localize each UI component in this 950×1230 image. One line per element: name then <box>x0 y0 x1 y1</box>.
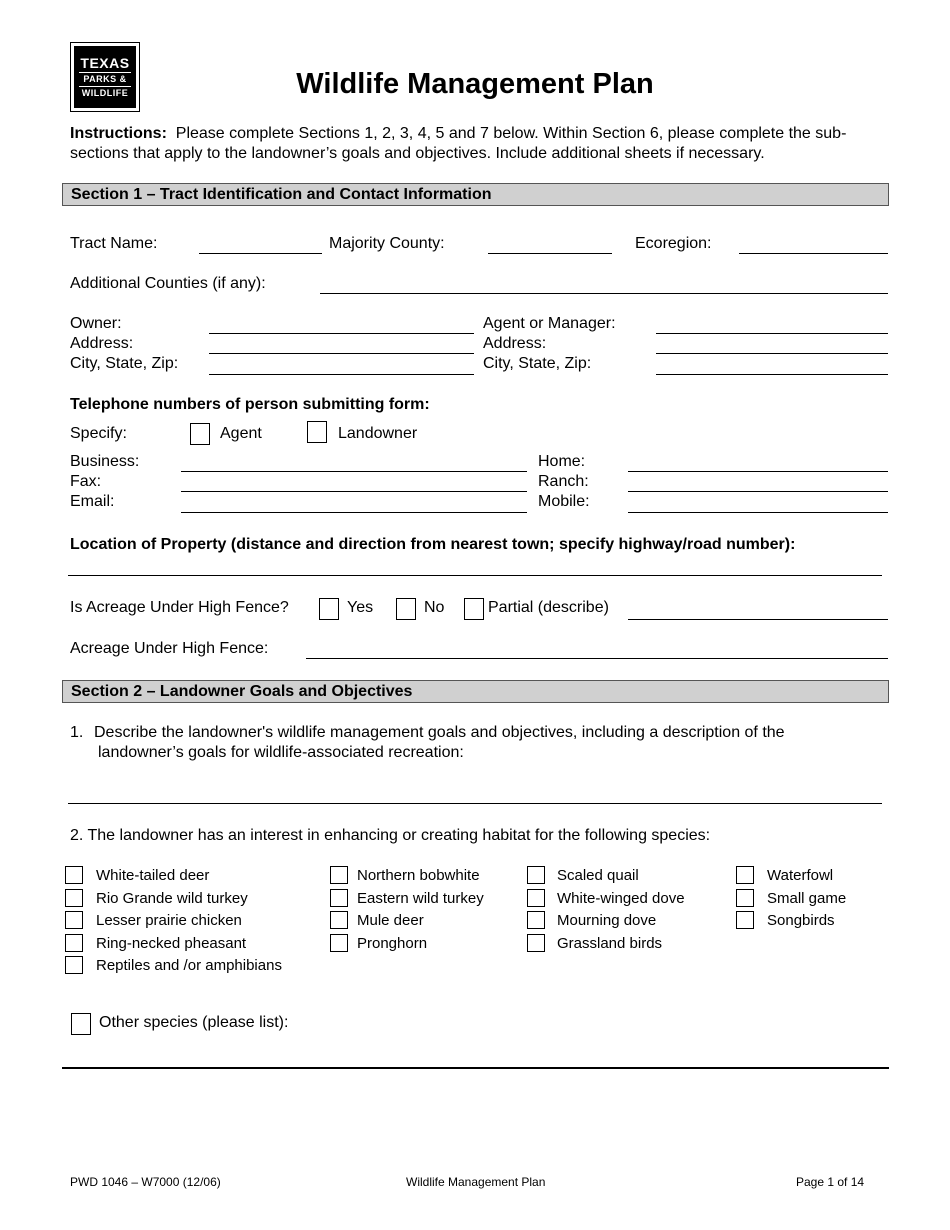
tract-name-label: Tract Name: <box>70 235 158 252</box>
mobile-label: Mobile: <box>538 493 590 510</box>
agent-address-label: Address: <box>483 335 547 352</box>
species-checkbox[interactable] <box>65 889 83 907</box>
owner-address-field[interactable] <box>209 353 474 354</box>
home-phone-field[interactable] <box>628 471 888 472</box>
agent-checkbox-label: Agent <box>220 425 262 442</box>
footer-page-number: Page 1 of 14 <box>796 1175 865 1189</box>
acreage-high-fence-label: Acreage Under High Fence: <box>70 640 269 657</box>
species-label: Songbirds <box>767 912 835 929</box>
species-checkbox[interactable] <box>65 934 83 952</box>
agent-manager-label: Agent or Manager: <box>483 315 616 332</box>
species-label: Eastern wild turkey <box>357 890 484 907</box>
species-checkbox[interactable] <box>65 911 83 929</box>
business-phone-field[interactable] <box>181 471 527 472</box>
owner-city-label: City, State, Zip: <box>70 355 179 372</box>
question-2-text: 2. The landowner has an interest in enhancing or creating habitat for the following species: <box>70 827 711 844</box>
email-field[interactable] <box>181 512 527 513</box>
additional-counties-label: Additional Counties (if any): <box>70 275 266 292</box>
high-fence-partial-label: Partial (describe) <box>488 599 609 616</box>
species-checkbox[interactable] <box>65 866 83 884</box>
instructions <box>70 124 885 164</box>
mobile-phone-field[interactable] <box>628 512 888 513</box>
location-field[interactable] <box>68 575 882 576</box>
species-label: White-tailed deer <box>96 867 210 884</box>
species-checkbox[interactable] <box>736 911 754 929</box>
location-heading: Location of Property (distance and direction from nearest town; specify highway/road number): <box>70 536 796 553</box>
ranch-label: Ranch: <box>538 473 589 490</box>
majority-county-label: Majority County: <box>329 235 445 252</box>
agent-city-field[interactable] <box>656 374 888 375</box>
species-label: Mourning dove <box>557 912 657 929</box>
majority-county-field[interactable] <box>488 253 612 254</box>
other-species-field[interactable] <box>62 1067 889 1069</box>
species-label: Small game <box>767 890 847 907</box>
species-label: Northern bobwhite <box>357 867 480 884</box>
question-1-field[interactable] <box>68 803 882 804</box>
species-checkbox[interactable] <box>330 866 348 884</box>
agent-city-label: City, State, Zip: <box>483 355 592 372</box>
species-checkbox[interactable] <box>527 911 545 929</box>
species-checkbox[interactable] <box>736 889 754 907</box>
species-label: Ring-necked pheasant <box>96 935 247 952</box>
logo-line-1: TEXAS <box>80 55 130 71</box>
agent-address-field[interactable] <box>656 353 888 354</box>
logo-line-2: PARKS & <box>83 74 127 84</box>
additional-counties-field[interactable] <box>320 293 888 294</box>
question-1-line-1: Describe the landowner's wildlife management goals and objectives, including a description of the <box>94 724 785 741</box>
high-fence-yes-checkbox[interactable] <box>319 598 339 620</box>
ranch-phone-field[interactable] <box>628 491 888 492</box>
tract-name-field[interactable] <box>199 253 322 254</box>
species-label: Mule deer <box>357 912 424 929</box>
home-label: Home: <box>538 453 586 470</box>
section-2-header: Section 2 – Landowner Goals and Objectives <box>62 680 889 703</box>
species-label: White-winged dove <box>557 890 685 907</box>
landowner-checkbox[interactable] <box>307 421 327 443</box>
ecoregion-label: Ecoregion: <box>635 235 712 252</box>
owner-address-label: Address: <box>70 335 134 352</box>
species-checkbox[interactable] <box>736 866 754 884</box>
fax-label: Fax: <box>70 473 102 490</box>
section-1-header: Section 1 – Tract Identification and Contact Information <box>62 183 889 206</box>
ecoregion-field[interactable] <box>739 253 888 254</box>
page-title: Wildlife Management Plan <box>296 68 654 100</box>
fax-field[interactable] <box>181 491 527 492</box>
instructions-text: Please complete Sections 1, 2, 3, 4, 5 and 7 below. Within Section 6, please complete the sub-sections that apply to the landowner’s goals and objectives. Include additional sheets if necessary. <box>70 125 847 162</box>
other-species-label: Other species (please list): <box>99 1014 289 1031</box>
species-label: Scaled quail <box>557 867 639 884</box>
business-label: Business: <box>70 453 140 470</box>
species-checkbox[interactable] <box>527 889 545 907</box>
instructions-label: Instructions: <box>70 125 167 142</box>
email-label: Email: <box>70 493 115 510</box>
species-checkbox[interactable] <box>330 934 348 952</box>
acreage-high-fence-field[interactable] <box>306 658 888 659</box>
high-fence-partial-field[interactable] <box>628 619 888 620</box>
high-fence-partial-checkbox[interactable] <box>464 598 484 620</box>
other-species-checkbox[interactable] <box>71 1013 91 1035</box>
question-1-line-2: landowner’s goals for wildlife-associated recreation: <box>98 744 464 761</box>
agent-manager-field[interactable] <box>656 333 888 334</box>
high-fence-question: Is Acreage Under High Fence? <box>70 599 289 616</box>
landowner-checkbox-label: Landowner <box>338 425 418 442</box>
footer-form-id: PWD 1046 – W7000 (12/06) <box>70 1175 221 1189</box>
specify-label: Specify: <box>70 425 127 442</box>
species-label: Lesser prairie chicken <box>96 912 242 929</box>
species-label: Pronghorn <box>357 935 428 952</box>
telephone-heading: Telephone numbers of person submitting form: <box>70 396 430 413</box>
species-label: Reptiles and /or amphibians <box>96 957 282 974</box>
footer-title: Wildlife Management Plan <box>406 1175 546 1189</box>
agent-checkbox[interactable] <box>190 423 210 445</box>
question-1-number: 1. <box>70 724 84 741</box>
species-checkbox[interactable] <box>65 956 83 974</box>
owner-field[interactable] <box>209 333 474 334</box>
species-label: Rio Grande wild turkey <box>96 890 248 907</box>
high-fence-yes-label: Yes <box>347 599 374 616</box>
species-checkbox[interactable] <box>527 866 545 884</box>
owner-city-field[interactable] <box>209 374 474 375</box>
logo-line-3: WILDLIFE <box>81 88 129 98</box>
owner-label: Owner: <box>70 315 122 332</box>
species-checkbox[interactable] <box>330 911 348 929</box>
species-label: Waterfowl <box>767 867 834 884</box>
species-checkbox[interactable] <box>330 889 348 907</box>
high-fence-no-label: No <box>424 599 445 616</box>
species-label: Grassland birds <box>557 935 663 952</box>
high-fence-no-checkbox[interactable] <box>396 598 416 620</box>
species-checkbox[interactable] <box>527 934 545 952</box>
